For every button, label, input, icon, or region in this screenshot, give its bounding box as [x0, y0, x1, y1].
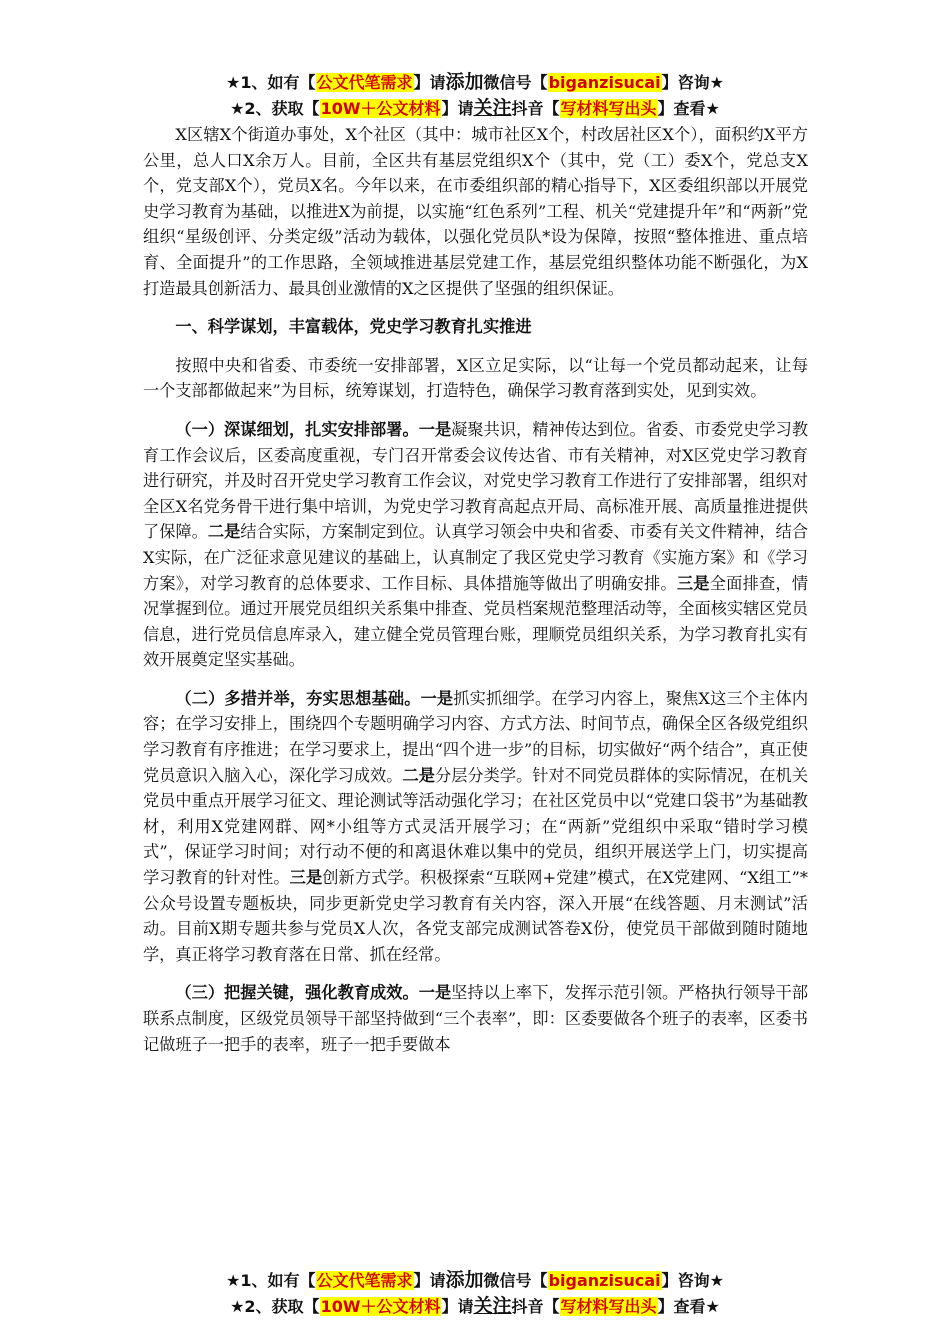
section-heading: 一、科学谋划，丰富载体，党史学习教育扎实推进	[175, 317, 532, 337]
highlight-douyin: 写材料写出头	[560, 99, 657, 118]
document-body	[143, 122, 808, 1070]
paragraph-effect: （三）把握关键，强化教育成效。一是坚持以上率下，发挥示范引领。严格执行领导干部联系点制度，区级党员领导干部坚持做到“三个表率”，即：区委要做各个班子的表率，区委书记做班子一把手的表率，班子一把手要做本	[143, 983, 809, 1054]
highlight-douyin: 写材料写出头	[560, 1297, 657, 1316]
highlight-service: 公文代笔需求	[316, 73, 413, 92]
intro-paragraph: X区辖X个街道办事处，X个社区（其中：城市社区X个，村改居社区X个），面积约X平方公里，总人口X余万人。目前，全区共有基层党组织X个（其中，党（工）委X个，党总支X个，党支部X个），党员X名。今年以来，在市委组织部的精心指导下，X区委组织部以开展党史学习教育为基础，以推进X为前提，以实施“红色系列”工程、机关“党建提升年”和“两新”党组织“星级创评、分类定级”活动为载体，以强化党员队*设为保障，按照“整体推进、重点培育、全面提升”的工作思路，全领域推进基层党建工作，基层党组织整体功能不断强化，为X打造最具创新活力、最具创业激情的X之区提供了坚强的组织保证。	[143, 125, 808, 298]
highlight-materials: 10W＋公文材料	[320, 1297, 441, 1316]
paragraph-foundation: （二）多措并举，夯实思想基础。一是抓实抓细学。在学习内容上，聚焦X这三个主体内容；在学习安排上，围绕四个专题明确学习内容、方式方法、时间节点，确保全区各级党组织学习教育有序推进；在学习要求上，提出“四个进一步”的目标，切实做好“两个结合”，真正使党员意识入脑入心，深化学习成效。二是分层分类学。针对不同党员群体的实际情况，在机关党员中重点开展学习征文、理论测试等活动强化学习；在社区党员中以“党建口袋书”为基础教材，利用X党建网群、网*小组等方式灵活开展学习；在“两新”党组织中采取“错时学习模式”，保证学习时间；对行动不便的和离退休难以集中的党员，组织开展送学上门，切实提高学习教育的针对性。三是创新方式学。积极探索“互联网+党建”模式，在X党建网、“X组工”*公众号设置专题板块，同步更新党史学习教育有关内容，深入开展“在线答题、月末测试”活动。目前X期专题共参与党员X人次，各党支部完成测试答卷X份，使党员干部做到随时随地学，真正将学习教育落在日常、抓在经常。	[143, 688, 809, 964]
highlight-wechat-id: biganzisucai	[548, 1271, 661, 1290]
paragraph-deploy: （一）深谋细划，扎实安排部署。一是凝聚共识，精神传达到位。省委、市委党史学习教育工作会议后，区委高度重视，专门召开常委会议传达省、市有关精神，对X区党史学习教育进行研究，并及时召开党史学习教育工作会议，对党史学习教育工作进行了安排部署，组织对全区X名党务骨干进行集中培训，为党史学习教育高起点开局、高标准开展、高质量推进提供了保障。二是结合实际，方案制定到位。认真学习领会中央和省委、市委有关文件精神，结合X实际，在广泛征求意见建议的基础上，认真制定了我区党史学习教育《实施方案》和《学习方案》，对学习教育的总体要求、工作目标、具体措施等做出了明确安排。三是全面排查，情况掌握到位。通过开展党员组织关系集中排查、党员档案规范整理活动等，全面核实辖区党员信息，进行党员信息库录入，建立健全党员管理台账，理顺党员组织关系，为学习教育扎实有效开展奠定坚实基础。	[143, 419, 809, 670]
highlight-wechat-id: biganzisucai	[548, 73, 661, 92]
promo-banner-bottom-line1: ★1、如有【公文代笔需求】请添加微信号【biganzisucai】咨询★	[226, 1269, 724, 1291]
section-intro-paragraph: 按照中央和省委、市委统一安排部署，X区立足实际，以“让每一个党员都动起来，让每一个支部都做起来”为目标，统筹谋划，打造特色，确保学习教育落到实处，见到实效。	[143, 355, 808, 401]
promo-banner-top-line2: ★2、获取【10W＋公文材料】请关注抖音【写材料写出头】查看★	[230, 97, 720, 119]
promo-banner-bottom-line2: ★2、获取【10W＋公文材料】请关注抖音【写材料写出头】查看★	[230, 1295, 720, 1317]
highlight-service: 公文代笔需求	[316, 1271, 413, 1290]
highlight-materials: 10W＋公文材料	[320, 99, 441, 118]
promo-banner-top-line1: ★1、如有【公文代笔需求】请添加微信号【biganzisucai】咨询★	[226, 71, 724, 93]
